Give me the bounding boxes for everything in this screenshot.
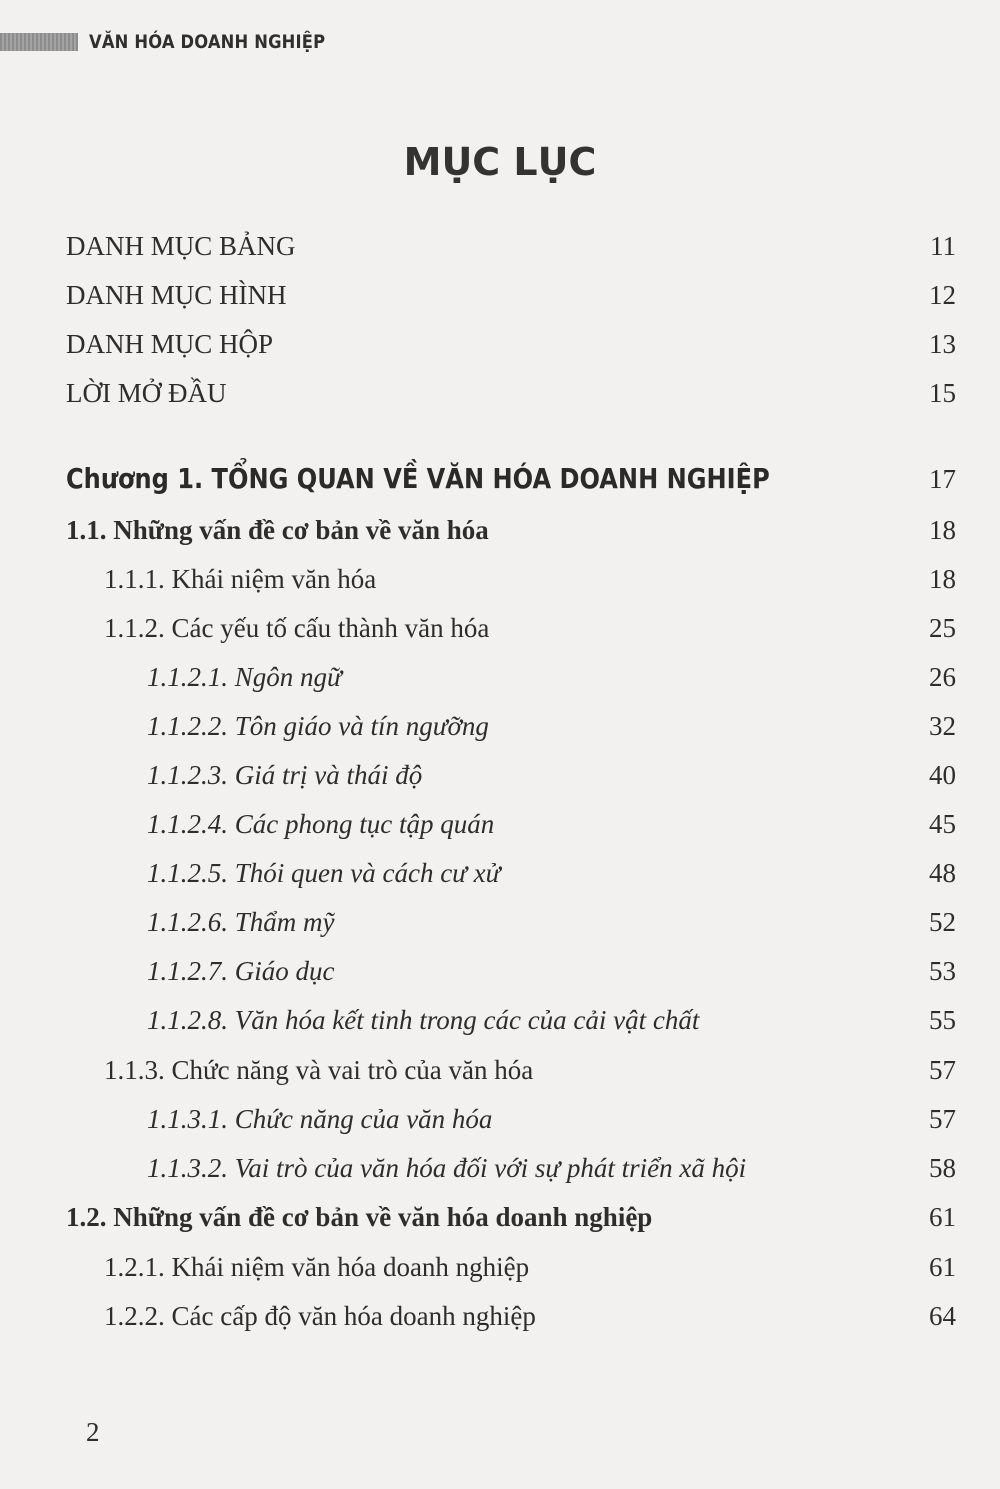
header-decor-bar xyxy=(0,33,78,51)
toc-item-label: 1.1.3.2. Vai trò của văn hóa đối với sự phát triển xã hội xyxy=(147,1153,747,1183)
toc-entry-page: 57 xyxy=(929,1104,956,1134)
toc-entry-label: LỜI MỞ ĐẦU xyxy=(66,378,227,408)
toc-item-1-1-2-7 xyxy=(0,951,1000,991)
toc-entry-page: 18 xyxy=(929,515,956,545)
toc-entry-page: 13 xyxy=(929,329,956,359)
toc-chapter-1 xyxy=(0,459,1000,499)
toc-item-1-1-2-8 xyxy=(0,1000,1000,1040)
toc-entry-page: 15 xyxy=(929,378,956,408)
toc-item-label: 1.1.2.4. Các phong tục tập quán xyxy=(147,809,495,839)
page-title: MỤC LỤC xyxy=(403,140,597,184)
toc-entry-danh-muc-hinh xyxy=(0,275,1000,315)
toc-item-label: 1.1.3.1. Chức năng của văn hóa xyxy=(147,1104,493,1134)
toc-entry-page: 48 xyxy=(929,858,956,888)
toc-entry-danh-muc-hop xyxy=(0,324,1000,364)
toc-entry-page: 26 xyxy=(929,662,956,692)
toc-entry-page: 17 xyxy=(929,464,956,494)
toc-section-label: 1.1. Những vấn đề cơ bản về văn hóa xyxy=(66,515,489,545)
toc-item-label: 1.1.2.3. Giá trị và thái độ xyxy=(147,760,423,790)
toc-item-1-1-2-5 xyxy=(0,853,1000,893)
toc-subsection-label: 1.2.2. Các cấp độ văn hóa doanh nghiệp xyxy=(104,1301,536,1331)
toc-item-1-1-2-4 xyxy=(0,804,1000,844)
toc-entry-page: 57 xyxy=(929,1055,956,1085)
toc-entry-page: 55 xyxy=(929,1005,956,1035)
toc-entry-page: 25 xyxy=(929,613,956,643)
toc-subsection-label: 1.2.1. Khái niệm văn hóa doanh nghiệp xyxy=(104,1252,530,1282)
toc-entry-label: DANH MỤC BẢNG xyxy=(66,231,296,261)
running-header-title: VĂN HÓA DOANH NGHIỆP xyxy=(89,31,326,53)
toc-entry-label: DANH MỤC HỘP xyxy=(66,329,274,359)
toc-subsection-label: 1.1.2. Các yếu tố cấu thành văn hóa xyxy=(104,613,490,643)
toc-section-label: 1.2. Những vấn đề cơ bản về văn hóa doanh nghiệp xyxy=(66,1202,653,1232)
toc-subsection-1-1-1 xyxy=(0,559,1000,599)
toc-item-label: 1.1.2.1. Ngôn ngữ xyxy=(147,662,342,692)
toc-item-1-1-2-3 xyxy=(0,755,1000,795)
toc-entry-page: 61 xyxy=(929,1202,956,1232)
toc-entry-page: 45 xyxy=(929,809,956,839)
toc-subsection-1-2-1 xyxy=(0,1247,1000,1287)
toc-subsection-1-1-3 xyxy=(0,1050,1000,1090)
toc-subsection-1-2-2 xyxy=(0,1296,1000,1336)
toc-item-1-1-2-6 xyxy=(0,902,1000,942)
page-number: 2 xyxy=(86,1417,100,1447)
toc-item-label: 1.1.2.7. Giáo dục xyxy=(147,956,335,986)
toc-entry-page: 64 xyxy=(929,1301,956,1331)
toc-item-1-1-2-2 xyxy=(0,706,1000,746)
toc-entry-page: 32 xyxy=(929,711,956,741)
toc-entry-page: 58 xyxy=(929,1153,956,1183)
toc-entry-page: 52 xyxy=(929,907,956,937)
toc-entry-page: 61 xyxy=(929,1252,956,1282)
toc-entry-loi-mo-dau xyxy=(0,373,1000,413)
toc-subsection-label: 1.1.1. Khái niệm văn hóa xyxy=(104,564,377,594)
toc-item-1-1-3-1 xyxy=(0,1099,1000,1139)
toc-entry-label: DANH MỤC HÌNH xyxy=(66,280,287,310)
toc-item-label: 1.1.2.2. Tôn giáo và tín ngưỡng xyxy=(147,711,489,741)
toc-item-label: 1.1.2.6. Thẩm mỹ xyxy=(147,907,335,937)
toc-entry-page: 12 xyxy=(929,280,956,310)
toc-entry-page: 18 xyxy=(929,564,956,594)
toc-entry-danh-muc-bang xyxy=(0,226,1000,266)
toc-item-1-1-3-2 xyxy=(0,1148,1000,1188)
toc-subsection-1-1-2 xyxy=(0,608,1000,648)
toc-section-1-2 xyxy=(0,1197,1000,1237)
toc-subsection-label: 1.1.3. Chức năng và vai trò của văn hóa xyxy=(104,1055,534,1085)
toc-entry-page: 11 xyxy=(930,231,956,261)
toc-section-1-1 xyxy=(0,510,1000,550)
toc-item-label: 1.1.2.8. Văn hóa kết tinh trong các của cải vật chất xyxy=(147,1005,700,1035)
toc-item-label: 1.1.2.5. Thói quen và cách cư xử xyxy=(147,858,501,888)
toc-entry-page: 53 xyxy=(929,956,956,986)
toc-chapter-label: Chương 1. TỔNG QUAN VỀ VĂN HÓA DOANH NGHIỆP xyxy=(66,462,770,495)
toc-entry-page: 40 xyxy=(929,760,956,790)
toc-item-1-1-2-1 xyxy=(0,657,1000,697)
